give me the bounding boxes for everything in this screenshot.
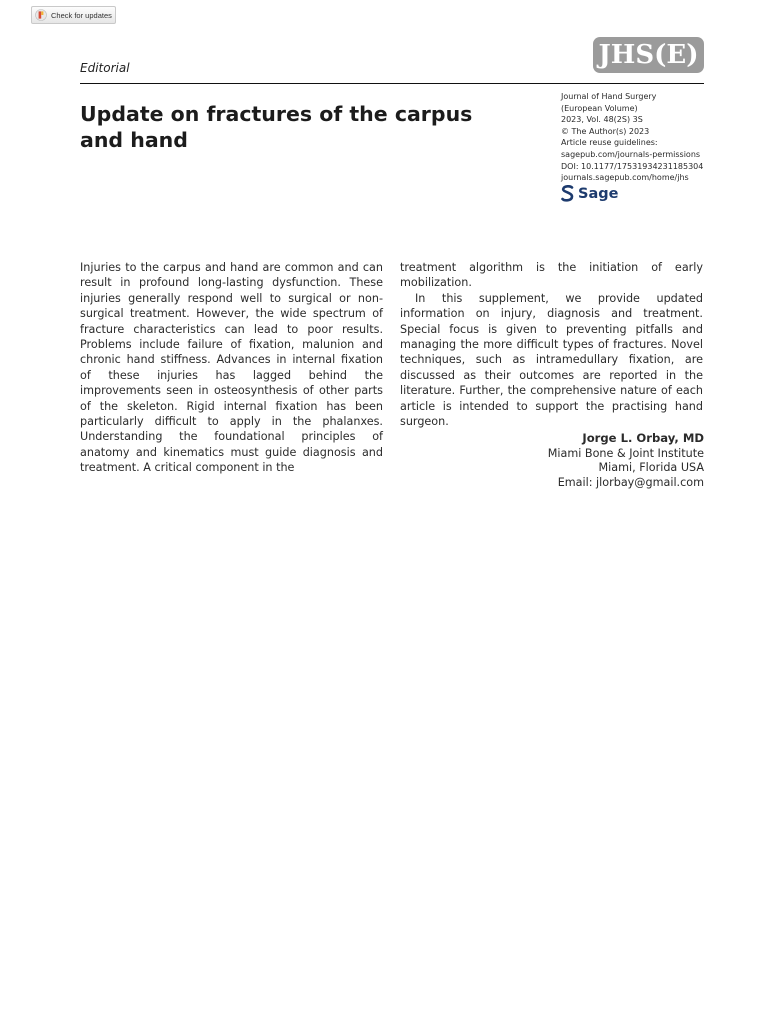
author-institution: Miami Bone & Joint Institute: [547, 446, 704, 460]
article-type-label: Editorial: [80, 61, 130, 75]
body-paragraph: Injuries to the carpus and hand are common and can result in profound long-lasting dysfunction. These injuries generally respond well to surgical or non-surgical treatment. However, the wide spectrum of fracture characteristics can lead to poor results. Problems include failure of fixation, malunion and chronic hand stiffness. Advances in internal fixation of these injuries has lagged behind the improvements seen in osteosynthesis of other parts of the skeleton. Rigid internal fixation has been particularly difficult to apply in the phalanxes. Understanding the foundational principles of anatomy and kinematics must guide diagnosis and treatment. A critical component in the: [80, 261, 383, 475]
crossmark-icon: [35, 9, 47, 21]
check-for-updates-label: Check for updates: [51, 10, 112, 20]
journal-logo: JHS(E): [593, 37, 704, 73]
reuse-guidelines-label: Article reuse guidelines:: [561, 138, 658, 148]
body-column-right: [400, 260, 703, 429]
author-name: Jorge L. Orbay, MD: [582, 431, 704, 445]
publisher-logo: [561, 185, 618, 202]
body-column-left: [80, 260, 383, 476]
body-paragraph: In this supplement, we provide updated information on injury, diagnosis and treatment. Special focus is given to preventing pitfalls and managing the more difficult types of fractures. Novel techniques, such as intramedullary fixation, are discussed as their outcomes are reported in the literature. Further, the comprehensive nature of each article is intended to support the practising hand surgeon.: [400, 291, 703, 429]
copyright-notice: © The Author(s) 2023: [561, 126, 650, 136]
journal-year-volume: 2023, Vol. 48(2S) 3S: [561, 115, 643, 125]
author-email[interactable]: Email: jlorbay@gmail.com: [557, 475, 704, 489]
journal-name: Journal of Hand Surgery: [561, 92, 657, 101]
doi-link[interactable]: DOI: 10.1177/17531934231185304: [561, 161, 704, 171]
journal-volume-edition: (European Volume): [561, 103, 638, 113]
body-paragraph-continuation: treatment algorithm is the initiation of early mobilization.: [400, 261, 703, 290]
article-title: Update on fractures of the carpus and hand: [80, 102, 473, 152]
sage-s-icon: [561, 185, 574, 202]
header-rule: [80, 83, 704, 84]
publisher-name: Sage: [578, 185, 619, 202]
check-for-updates-button[interactable]: [31, 6, 116, 24]
author-block: [480, 431, 704, 490]
journal-homepage-link[interactable]: journals.sagepub.com/home/jhs: [561, 173, 689, 183]
permissions-link[interactable]: sagepub.com/journals-permissions: [561, 149, 701, 159]
author-location: Miami, Florida USA: [598, 461, 704, 475]
journal-info-block: [561, 91, 721, 184]
